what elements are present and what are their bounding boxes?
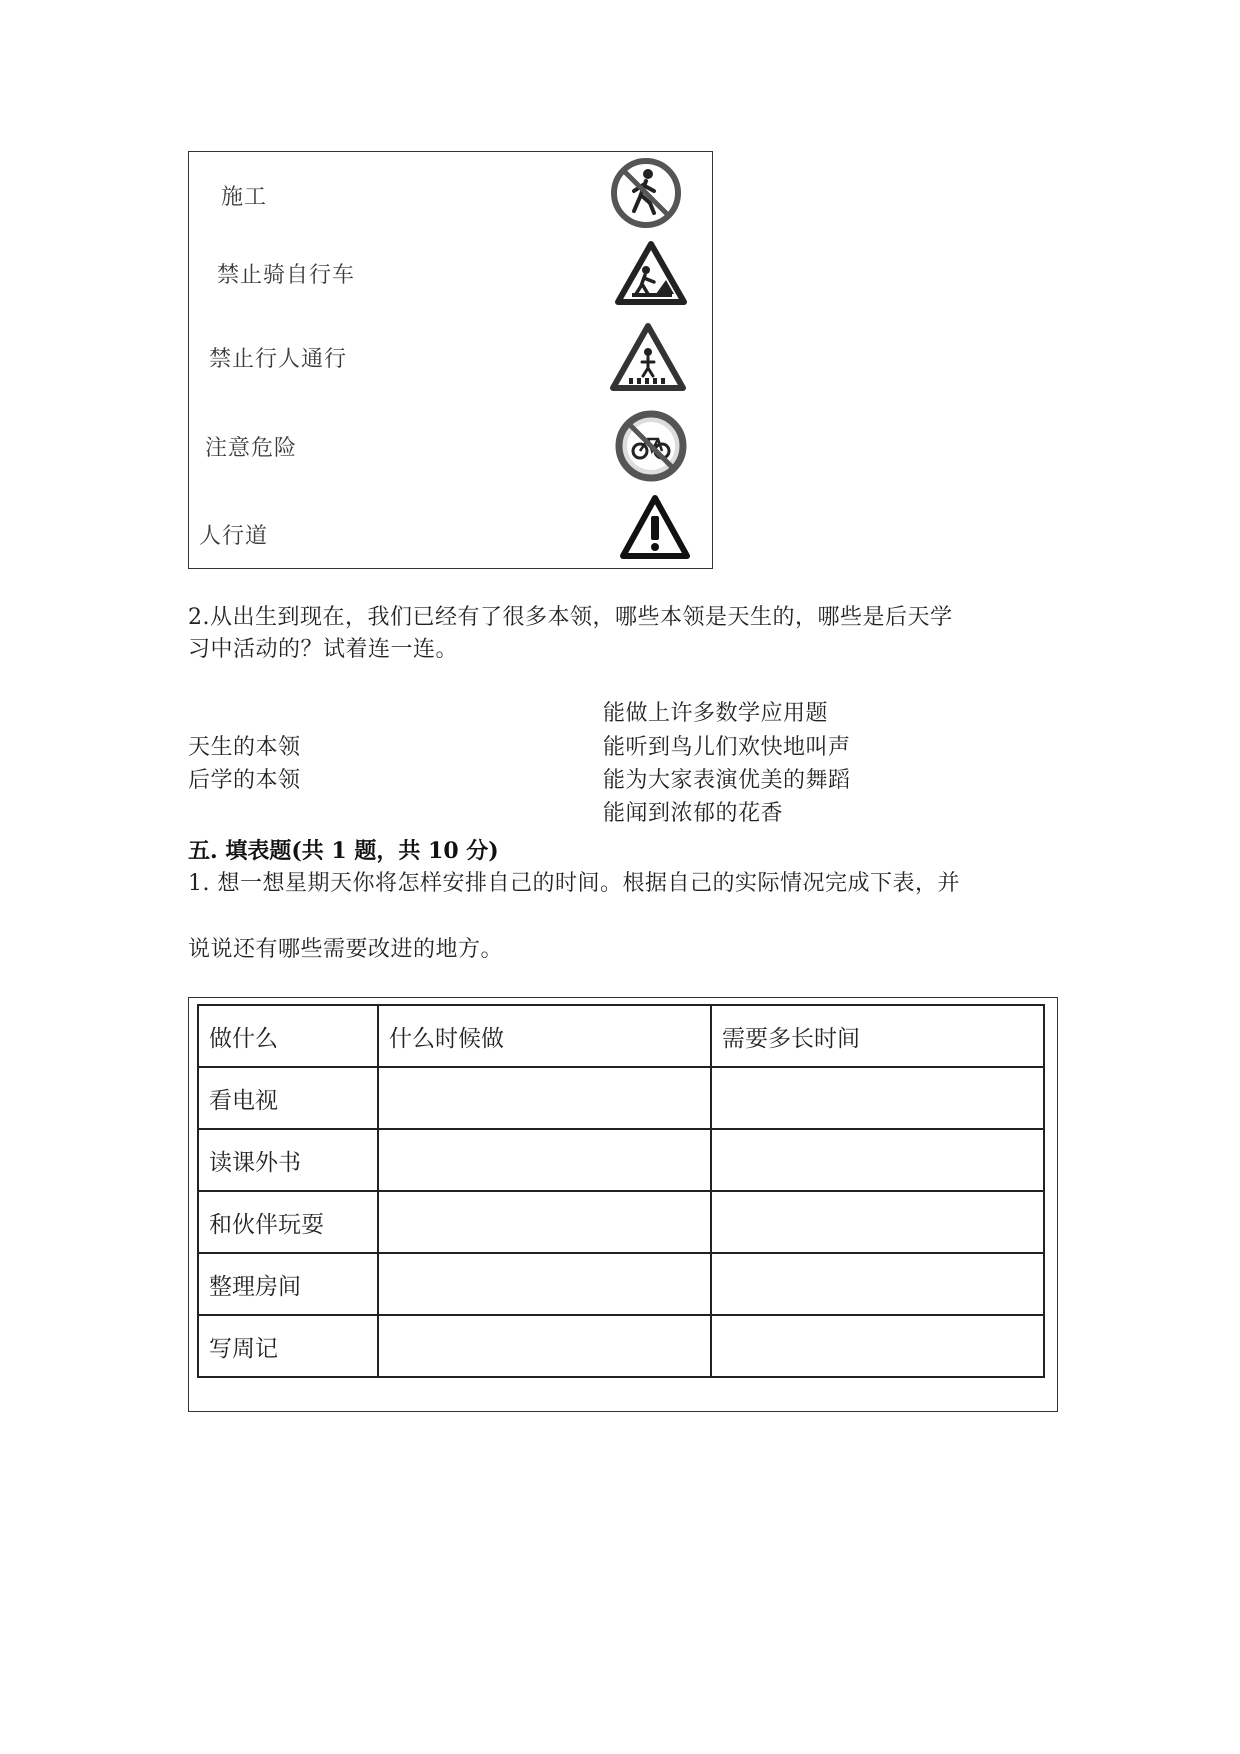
learned-ability-label: 后学的本领 <box>188 768 301 793</box>
innate-ability-label: 天生的本领 <box>188 735 301 760</box>
ability-option-4: 能闻到浓郁的花香 <box>603 801 784 826</box>
no-pedestrians-icon <box>610 157 682 229</box>
duration-input-cell[interactable] <box>711 1191 1044 1253</box>
table-row <box>198 1253 1044 1315</box>
when-input-cell[interactable] <box>378 1315 711 1377</box>
table-header-row <box>198 1005 1044 1067</box>
duration-input-cell[interactable] <box>711 1315 1044 1377</box>
ability-option-3: 能为大家表演优美的舞蹈 <box>603 768 851 793</box>
question-2-line-1: 2.从出生到现在，我们已经有了很多本领，哪些本领是天生的，哪些是后天学 <box>188 605 953 630</box>
crosswalk-icon <box>609 322 687 392</box>
column-header-duration: 需要多长时间 <box>711 1005 1044 1067</box>
ability-option-1: 能做上许多数学应用题 <box>603 701 829 726</box>
caution-icon <box>619 494 691 560</box>
road-work-icon <box>614 240 688 306</box>
activity-cell: 整理房间 <box>198 1253 378 1315</box>
duration-input-cell[interactable] <box>711 1067 1044 1129</box>
when-input-cell[interactable] <box>378 1129 711 1191</box>
sign-label-4: 注意危险 <box>205 436 298 461</box>
sign-label-3: 禁止行人通行 <box>209 347 348 372</box>
section-5-question-line-1: 1. 想一想星期天你将怎样安排自己的时间。根据自己的实际情况完成下表，并 <box>188 871 960 896</box>
when-input-cell[interactable] <box>378 1191 711 1253</box>
sign-label-1: 施工 <box>221 185 268 210</box>
schedule-table <box>197 1004 1045 1378</box>
traffic-signs-panel <box>188 151 713 569</box>
sign-label-2: 禁止骑自行车 <box>217 263 356 288</box>
table-row <box>198 1129 1044 1191</box>
when-input-cell[interactable] <box>378 1253 711 1315</box>
activity-cell: 和伙伴玩耍 <box>198 1191 378 1253</box>
column-header-when: 什么时候做 <box>378 1005 711 1067</box>
column-header-activity: 做什么 <box>198 1005 378 1067</box>
section-5-title: 五. 填表题(共 1 题，共 10 分) <box>188 838 499 864</box>
section-5-question-line-2: 说说还有哪些需要改进的地方。 <box>188 937 504 962</box>
ability-option-2: 能听到鸟儿们欢快地叫声 <box>603 735 851 760</box>
duration-input-cell[interactable] <box>711 1129 1044 1191</box>
table-row <box>198 1315 1044 1377</box>
activity-cell: 写周记 <box>198 1315 378 1377</box>
table-row <box>198 1067 1044 1129</box>
duration-input-cell[interactable] <box>711 1253 1044 1315</box>
no-bicycles-icon <box>614 409 688 483</box>
sign-label-5: 人行道 <box>199 524 269 549</box>
activity-cell: 读课外书 <box>198 1129 378 1191</box>
question-2-line-2: 习中活动的？试着连一连。 <box>188 637 459 662</box>
table-row <box>198 1191 1044 1253</box>
activity-cell: 看电视 <box>198 1067 378 1129</box>
when-input-cell[interactable] <box>378 1067 711 1129</box>
